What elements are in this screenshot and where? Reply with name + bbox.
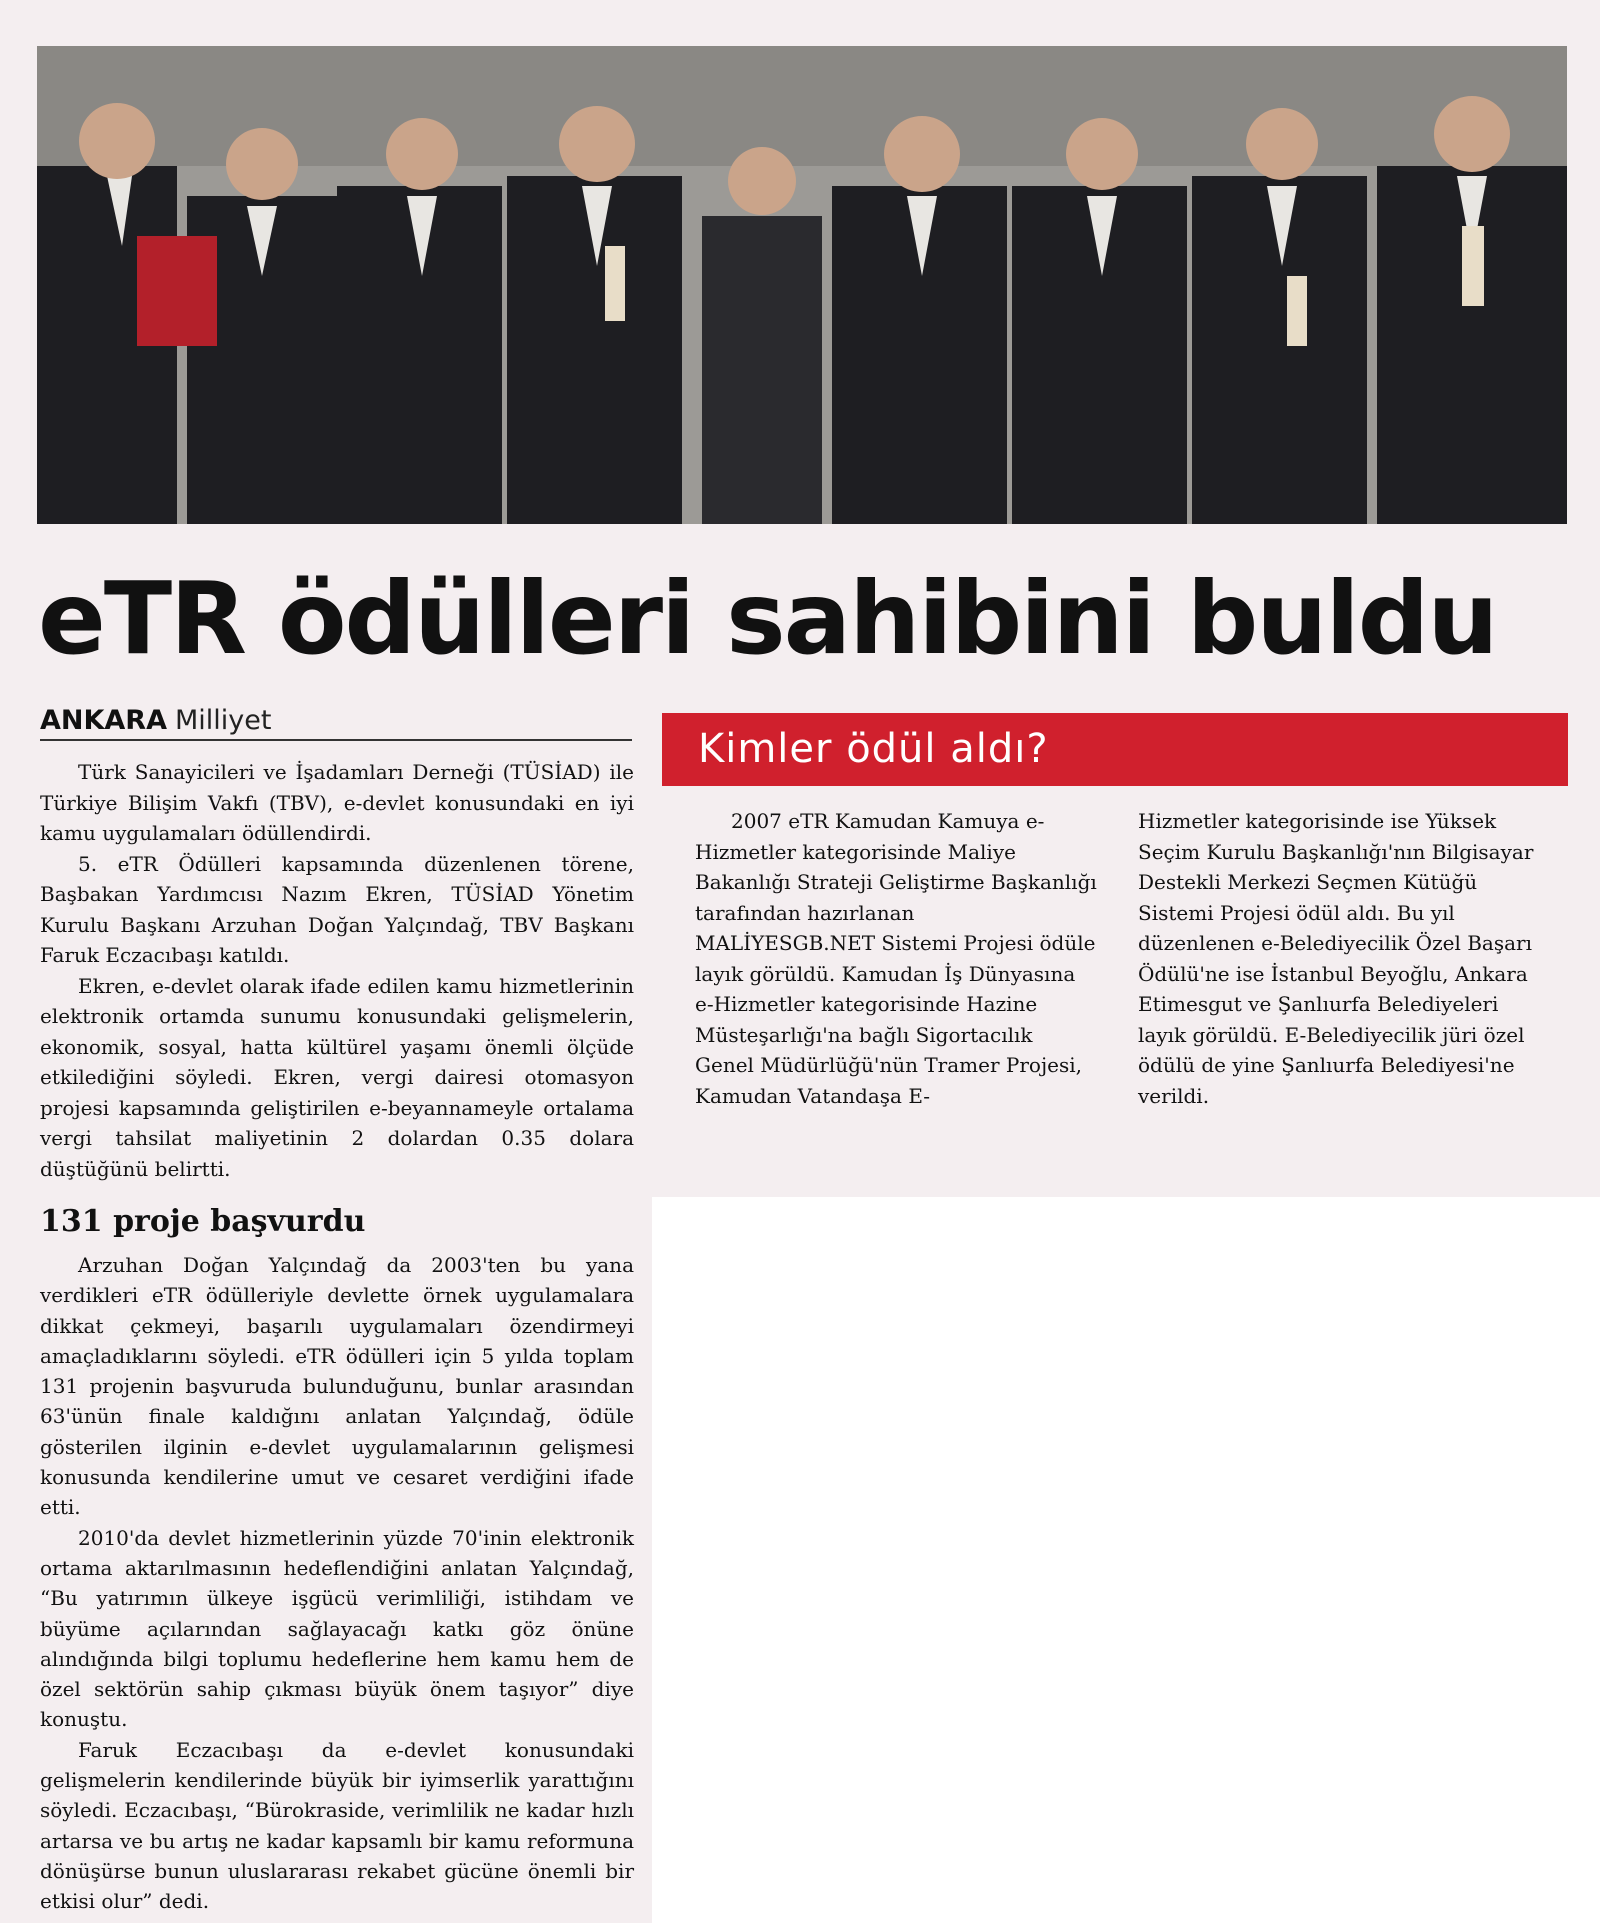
- body-paragraph: Faruk Eczacıbaşı da e-devlet konusundaki gelişmelerin kendilerinde büyük bir iyimserlik yarattığını söyledi. Eczacıbaşı, “Bürokraside, verimlilik ne kadar hızlı artarsa ve bu artış ne kadar kapsamlı bir kamu reformuna dönüşürse bunun uluslararası rekabet gücüne önemli bir etkisi olur” dedi.: [40, 1737, 634, 1914]
- byline-paper: Milliyet: [175, 705, 272, 736]
- sidebar-text-1: 2007 eTR Kamudan Kamuya e-Hizmetler kategorisinde Maliye Bakanlığı Strateji Geliştirme Başkanlığı tarafından hazırlanan MALİYESGB.NET Sistemi Projesi ödüle layık görüldü. Kamudan İş Dünyasına e-Hizmetler kategorisinde Hazine Müsteşarlığı'na bağlı Sigortacılık Genel Müdürlüğü'nün Tramer Projesi, Kamudan Vatandaşa E-: [695, 809, 1097, 1108]
- group-photo-illustration: [37, 46, 1567, 524]
- article-subheading: 131 proje başvurdu: [40, 1204, 366, 1239]
- intro-paragraph: Türk Sanayicileri ve İşadamları Derneği (TÜSİAD) ile Türkiye Bilişim Vakfı (TBV), e-devlet konusundaki en iyi kamu uygulamaları ödüllendirdi.: [40, 760, 634, 845]
- sidebar-title: Kimler ödül aldı?: [662, 713, 1568, 786]
- sidebar-column-2: [1138, 806, 1540, 1111]
- body-paragraph: 2010'da devlet hizmetlerinin yüzde 70'inin elektronik ortama aktarılmasının hedeflendiğini anlatan Yalçındağ, “Bu yatırımın ülkeye işgücü verimliliği, istihdam ve büyüme açılarından sağlayacağı katkı göz önüne alındığında bilgi toplumu hedeflerine hem kamu hem de özel sektörün sahip çıkması büyük önem taşıyor” diye konuştu.: [40, 1525, 634, 1732]
- sidebar-column-1: [695, 806, 1097, 1111]
- sidebar-text-2: Hizmetler kategorisinde ise Yüksek Seçim Kurulu Başkanlığı'nın Bilgisayar Destekli Merkezi Seçmen Kütüğü Sistemi Projesi ödül aldı. Bu yıl düzenlenen e-Belediyecilik Özel Başarı Ödülü'ne ise İstanbul Beyoğlu, Ankara Etimesgut ve Şanlıurfa Belediyeleri layık görüldü. E-Belediyecilik jüri özel ödülü de yine Şanlıurfa Belediyesi'ne verildi.: [1138, 809, 1534, 1108]
- byline-city: ANKARA: [40, 705, 167, 736]
- body-paragraph: Arzuhan Doğan Yalçındağ da 2003'ten bu yana verdikleri eTR ödülleriyle devlette örnek uygulamalara dikkat çekmeyi, başarılı uygulamaları özendirmeyi amaçladıklarını söyledi. eTR ödülleri için 5 yılda toplam 131 projenin başvuruda bulunduğunu, bunlar arasından 63'ünün finale kaldığını anlatan Yalçındağ, ödüle gösterilen ilginin e-devlet uygulamalarının gelişmesi konusunda kendilerine umut ve cesaret verdiğini ifade etti.: [40, 1253, 634, 1520]
- body-column: [40, 1250, 634, 1917]
- intro-paragraph: Ekren, e-devlet olarak ifade edilen kamu hizmetlerinin elektronik ortamda sunumu konusundaki gelişmelerin, ekonomik, sosyal, hatta kültürel yaşamı önemli ölçüde etkilediğini söyledi. Ekren, vergi dairesi otomasyon projesi kapsamında geliştirilen e-beyannameyle ortalama vergi tahsilat maliyetinin 2 dolardan 0.35 dolara düştüğünü belirtti.: [40, 973, 634, 1181]
- intro-paragraph: 5. eTR Ödülleri kapsamında düzenlenen törene, Başbakan Yardımcısı Nazım Ekren, TÜSİAD Yönetim Kurulu Başkanı Arzuhan Doğan Yalçındağ, TBV Başkanı Faruk Eczacıbaşı katıldı.: [40, 851, 634, 967]
- article-headline: eTR ödülleri sahibini buldu: [38, 560, 1497, 677]
- award-ceremony-photo: [37, 46, 1567, 524]
- intro-column: [40, 757, 634, 1184]
- byline: [40, 703, 632, 741]
